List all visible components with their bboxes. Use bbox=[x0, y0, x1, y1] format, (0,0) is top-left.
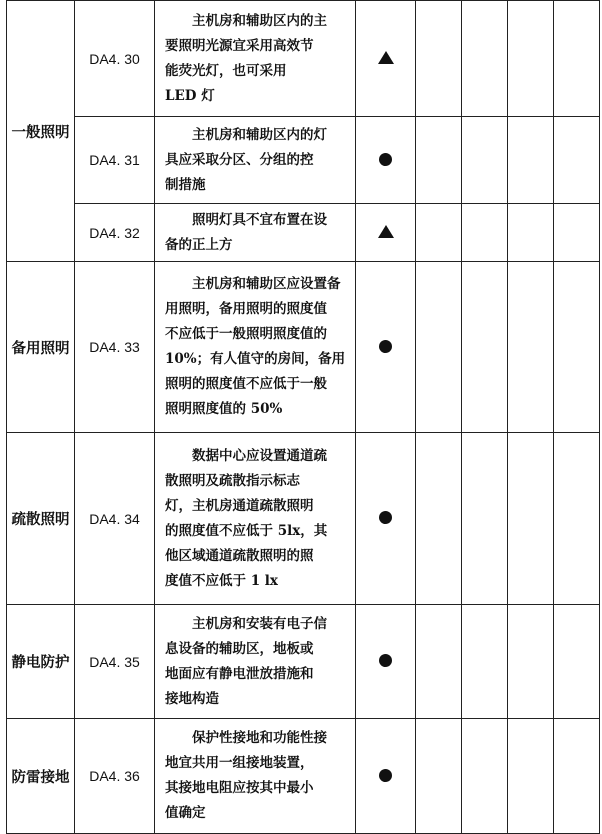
blank-cell bbox=[462, 204, 508, 262]
mark-cell bbox=[356, 433, 416, 605]
table-row bbox=[7, 433, 600, 605]
category-cell: 备用照明 bbox=[7, 262, 75, 433]
code-cell: DA4. 30 bbox=[75, 1, 155, 117]
circle-icon bbox=[379, 511, 392, 524]
description-line: 散照明及疏散指示标志 bbox=[165, 472, 300, 489]
blank-cell bbox=[554, 204, 600, 262]
description-cell bbox=[155, 605, 356, 719]
blank-cell bbox=[508, 117, 554, 204]
blank-cell bbox=[462, 433, 508, 605]
code-cell: DA4. 32 bbox=[75, 204, 155, 262]
mark-cell bbox=[356, 204, 416, 262]
blank-cell bbox=[416, 204, 462, 262]
blank-cell bbox=[416, 719, 462, 834]
blank-cell bbox=[554, 1, 600, 117]
blank-cell bbox=[508, 262, 554, 433]
code-cell: DA4. 34 bbox=[75, 433, 155, 605]
description-cell bbox=[155, 262, 356, 433]
code-cell: DA4. 31 bbox=[75, 117, 155, 204]
table-row bbox=[7, 204, 600, 262]
description-line: 主机房和安装有电子信 bbox=[192, 615, 327, 632]
description-line: 不应低于一般照明照度值的 bbox=[165, 326, 327, 342]
description-line: 度值不应低于 1 lx bbox=[165, 572, 278, 589]
table-row bbox=[7, 117, 600, 204]
blank-cell bbox=[462, 605, 508, 719]
blank-cell bbox=[508, 605, 554, 719]
description-line: 主机房和辅助区应设置备 bbox=[192, 276, 341, 292]
category-cell: 防雷接地 bbox=[7, 719, 75, 834]
description-line: 具应采取分区、分组的控 bbox=[165, 151, 314, 168]
description-line: 的照度值不应低于 5lx，其 bbox=[165, 522, 328, 539]
mark-cell bbox=[356, 117, 416, 204]
triangle-icon bbox=[378, 225, 394, 238]
mark-cell bbox=[356, 1, 416, 117]
blank-cell bbox=[508, 719, 554, 834]
description-line: 灯，主机房通道疏散照明 bbox=[165, 497, 314, 514]
blank-cell bbox=[462, 262, 508, 433]
description-line: 备的正上方 bbox=[165, 236, 233, 253]
blank-cell bbox=[554, 433, 600, 605]
description-line: 主机房和辅助区内的灯 bbox=[192, 126, 327, 143]
table-row bbox=[7, 719, 600, 834]
category-cell: 一般照明 bbox=[7, 1, 75, 262]
blank-cell bbox=[416, 117, 462, 204]
category-cell: 疏散照明 bbox=[7, 433, 75, 605]
description-line: 照明照度值的 50% bbox=[165, 401, 283, 417]
description-line: 主机房和辅助区内的主 bbox=[192, 12, 327, 29]
blank-cell bbox=[554, 605, 600, 719]
blank-cell bbox=[554, 117, 600, 204]
circle-icon bbox=[379, 340, 392, 353]
mark-cell bbox=[356, 262, 416, 433]
code-cell: DA4. 36 bbox=[75, 719, 155, 834]
code-cell: DA4. 33 bbox=[75, 262, 155, 433]
description-line: 照明的照度值不应低于一般 bbox=[165, 376, 327, 392]
blank-cell bbox=[416, 1, 462, 117]
triangle-icon bbox=[378, 51, 394, 64]
category-cell: 静电防护 bbox=[7, 605, 75, 719]
circle-icon bbox=[379, 153, 392, 166]
description-line: 地面应有静电泄放措施和 bbox=[165, 665, 314, 682]
description-line: 他区域通道疏散照明的照 bbox=[165, 547, 314, 564]
table-row bbox=[7, 1, 600, 117]
blank-cell bbox=[416, 262, 462, 433]
description-line: 照明灯具不宜布置在设 bbox=[192, 211, 327, 228]
description-line: LED 灯 bbox=[165, 87, 215, 104]
blank-cell bbox=[508, 204, 554, 262]
blank-cell bbox=[554, 262, 600, 433]
description-cell bbox=[155, 433, 356, 605]
description-line: 要照明光源宜采用高效节 bbox=[165, 37, 314, 54]
blank-cell bbox=[462, 1, 508, 117]
standards-table bbox=[6, 0, 600, 834]
code-cell: DA4. 35 bbox=[75, 605, 155, 719]
blank-cell bbox=[416, 605, 462, 719]
blank-cell bbox=[416, 433, 462, 605]
description-line: 保护性接地和功能性接 bbox=[192, 730, 327, 746]
mark-cell bbox=[356, 605, 416, 719]
blank-cell bbox=[508, 1, 554, 117]
description-line: 其接地电阻应按其中最小 bbox=[165, 780, 314, 796]
description-line: 地宜共用一组接地装置， bbox=[165, 755, 314, 771]
mark-cell bbox=[356, 719, 416, 834]
description-cell bbox=[155, 204, 356, 262]
circle-icon bbox=[379, 769, 392, 782]
blank-cell bbox=[554, 719, 600, 834]
description-line: 息设备的辅助区，地板或 bbox=[165, 640, 314, 657]
description-line: 10%；有人值守的房间，备用 bbox=[165, 351, 346, 367]
table-row bbox=[7, 262, 600, 433]
description-line: 数据中心应设置通道疏 bbox=[192, 447, 327, 464]
description-line: 用照明，备用照明的照度值 bbox=[165, 301, 327, 317]
description-cell bbox=[155, 117, 356, 204]
description-line: 接地构造 bbox=[165, 690, 219, 707]
description-cell bbox=[155, 719, 356, 834]
blank-cell bbox=[462, 117, 508, 204]
blank-cell bbox=[462, 719, 508, 834]
circle-icon bbox=[379, 654, 392, 667]
description-line: 制措施 bbox=[165, 176, 206, 193]
description-cell bbox=[155, 1, 356, 117]
description-line: 值确定 bbox=[165, 805, 206, 821]
blank-cell bbox=[508, 433, 554, 605]
table-row bbox=[7, 605, 600, 719]
description-line: 能荧光灯，也可采用 bbox=[165, 62, 287, 79]
